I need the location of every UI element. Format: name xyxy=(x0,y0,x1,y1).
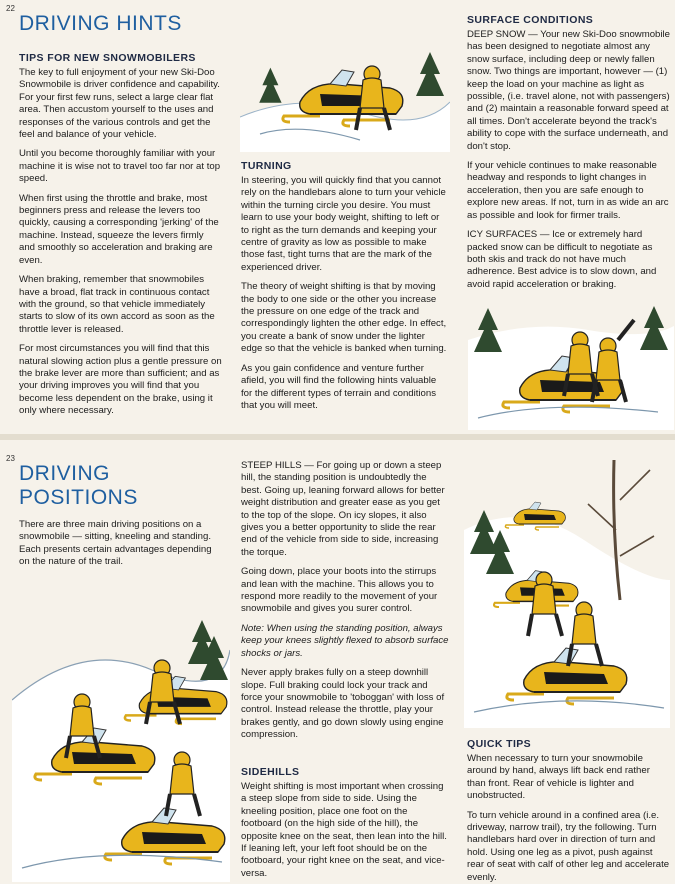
tips-paragraph: When braking, remember that snowmobiles have a broad, flat track in continuous contact with the ground, so that vehicle immediately starts to slow of its own accord as soon as the throttle lever is released. xyxy=(19,274,215,335)
tree-icon xyxy=(259,68,281,103)
section-heading-quick-tips: QUICK TIPS xyxy=(467,738,532,750)
tree-icon xyxy=(640,306,668,350)
steep-paragraph: STEEP HILLS — For going up or down a steep hill, the standing position is undoubtedly the best. Going up, leaning forward allows for better weight distribution and greater ease as you get to the top of the slope. On icy slopes, it also gives you a better opportunity to slide the rear end of the vehicle from side to side, increasing the torque. xyxy=(241,460,445,558)
turning-paragraph: In steering, you will quickly find that you cannot rely on the handlebars alone to turn your vehicle within the turning circle you desire. You must learn to use your body weight, shifting to left or to right as the turn demands and keeping your centre of gravity as low as possible to make those fast, tight turns that are the mark of the experienced driver. xyxy=(241,175,446,273)
steep-hills-column xyxy=(241,460,449,749)
surface-paragraph: ICY SURFACES — Ice or extremely hard packed snow can be difficult to negotiate as both skis and track do not have much adherence. Best advice is to slow down, and avoid rapid acceleration or braking. xyxy=(467,229,657,290)
quick-tips-column xyxy=(467,753,670,884)
snowmobile-hill-illustration xyxy=(464,460,670,728)
tips-paragraph: When first using the throttle and brake, most beginners press and release the levers too quickly, causing a corresponding 'jerking' of the machine. Instead, squeeze the levers firmly and smoothly so acceleration and braking are even. xyxy=(19,192,219,266)
quick-tips-paragraph: To turn vehicle around in a confined area (i.e. driveway, narrow trail), try the following. Turn handlebars hard over in direction of turn and hold. Using one leg as a pivot, push against rear of seat with calf of other leg and accelerate evenly. xyxy=(467,809,670,883)
tree-icon xyxy=(474,308,502,352)
brakes-paragraph: Never apply brakes fully on a steep downhill slope. Full braking could lock your track and force your snowmobile to 'toboggan' with loss of control. Instead release the throttle, play your brakes gently, and go down slowly using engine compression. xyxy=(241,667,445,741)
steep-paragraph: Going down, place your boots into the stirrups and lean with the machine. This allows you to respond more readily to the movement of your snowmobile and gives you surer control. xyxy=(241,566,438,615)
page-22 xyxy=(0,0,675,434)
intro-paragraph: There are three main driving positions on a snowmobile — sitting, kneeling and standing. Each presents certain advantages depending on the nature of the trail. xyxy=(19,519,212,568)
section-heading-turning: TURNING xyxy=(241,160,292,172)
tips-column xyxy=(19,67,222,425)
section-heading-sidehills: SIDEHILLS xyxy=(241,766,300,778)
quick-tips-paragraph: When necessary to turn your snowmobile around by hand, always lift back end rather than front. Rear of vehicle is lighter and unobstructed. xyxy=(467,753,650,802)
intro-column xyxy=(19,519,219,576)
tips-paragraph: For most circumstances you will find that this natural slowing action plus a gentle pressure on the brake lever are more than sufficient; and as your driving improves you will find that you become less dependent on the brake, using it only where necessary. xyxy=(19,343,222,417)
surface-column xyxy=(467,29,670,298)
tips-paragraph: Until you become thoroughly familiar with your machine it is wise not to travel too far nor at top speed. xyxy=(19,148,221,185)
turning-paragraph: The theory of weight shifting is that by moving the body to one side or the other you increase the pressure on one edge of the track and correspondingly lighten the other edge. In effect, you create a bank of snow under the lighter edge so that the vehicle is banked when turning. xyxy=(241,281,447,355)
tree-icon xyxy=(416,52,444,96)
page-number: 23 xyxy=(6,454,15,463)
page-title-line-1: DRIVING xyxy=(19,462,111,485)
section-heading-surface: SURFACE CONDITIONS xyxy=(467,14,594,26)
turning-column xyxy=(241,175,448,419)
sidehills-paragraph: Weight shifting is most important when crossing a steep slope from side to side. Using the kneeling position, place one foot on the footboard (on the high side of the hill), the opposite knee on the seat, then lean into the hill. If leaning left, your left foot should be on the footboard, your right knee on the seat, and vice-versa. xyxy=(241,781,447,879)
standing-note: Note: When using the standing position, always keep your knees slightly flexed to absorb surface shocks or jars. xyxy=(241,622,449,659)
page-title: DRIVING HINTS xyxy=(19,12,182,35)
surface-paragraph: DEEP SNOW — Your new Ski-Doo snowmobile has been designed to negotiate almost any snow surface, including deep or newly fallen snow. Two things are important, however — (1) keep the load on your machine as light as possible, (i.e. travel alone, not with passengers) and (2) maintain a reasonable forward speed at all times. Don't accelerate beyond the track's ability to cope with the surface underneath, and don't stop. xyxy=(467,29,670,152)
surface-paragraph: If your vehicle continues to make reasonable headway and responds to light changes in acceleration, then you are safe enough to explore new areas. If not, turn in as wide an arc as possible and look for firmer trails. xyxy=(467,160,669,221)
page-number: 22 xyxy=(6,4,15,13)
tips-paragraph: The key to full enjoyment of your new Ski-Doo Snowmobile is driver confidence and capability. For your first few runs, select a large clear flat area. Then accustom yourself to the uses and responses of the various controls and get the feel and balance of your vehicle. xyxy=(19,67,220,141)
sidehills-column xyxy=(241,781,449,884)
snowmobile-passengers-illustration xyxy=(468,300,674,430)
snowmobile-turning-illustration xyxy=(240,22,450,152)
section-heading-tips: TIPS FOR NEW SNOWMOBILERS xyxy=(19,52,196,64)
page-title-line-2: POSITIONS xyxy=(19,486,138,509)
snowmobile-positions-illustration xyxy=(12,610,230,882)
turning-paragraph: As you gain confidence and venture further afield, you will find the following hints valuable for the different types of terrain and conditions that you will meet. xyxy=(241,362,437,411)
page-23 xyxy=(0,440,675,884)
